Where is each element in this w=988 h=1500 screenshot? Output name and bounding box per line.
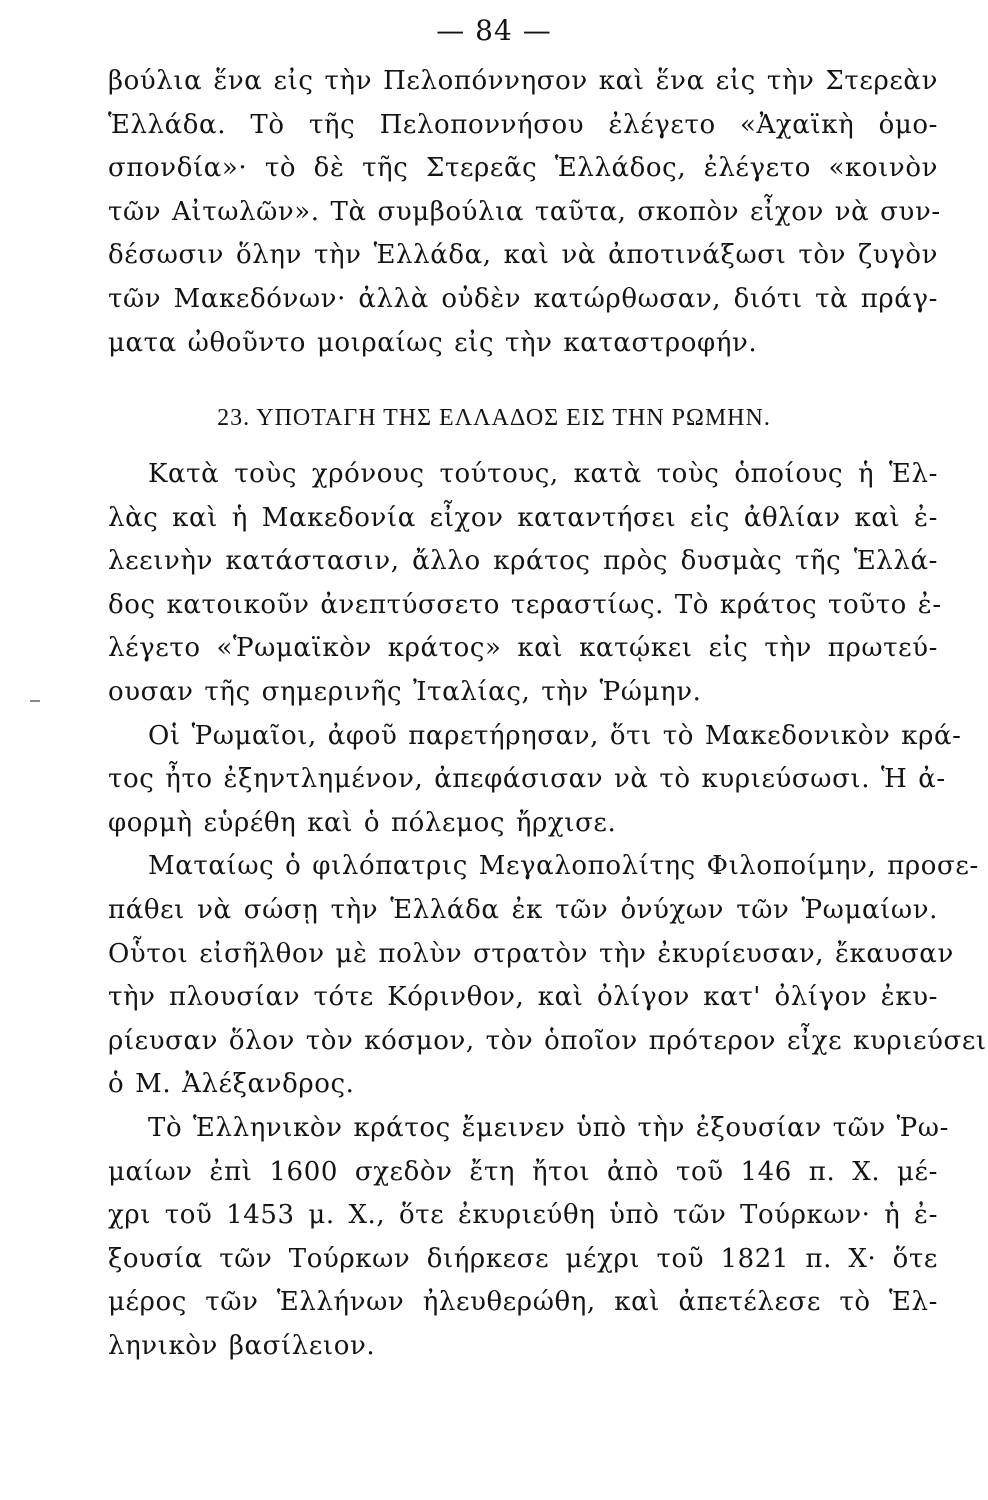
text-line: φορμὴ εὑρέθη καὶ ὁ πόλεμος ἤρχισε. [108,807,617,838]
text-line: τὴν πλουσίαν τότε Κόρινθον, καὶ ὀλίγον κατ' ὀλίγον ἐκυ- [108,982,938,1013]
text-line: λεεινὴν κατάστασιν, ἄλλο κράτος πρὸς δυσμὰς τῆς Ἑλλά- [108,546,938,577]
text-line: Ματαίως ὁ φιλόπατρις Μεγαλοπολίτης Φιλοποίμην, προσε- [148,851,979,882]
margin-mark [30,700,40,702]
text-line: Οὗτοι εἰσῆλθον μὲ πολὺν στρατὸν τὴν ἐκυρίευσαν, ἔκαυσαν [108,938,954,969]
text-line: Τὸ Ἑλληνικὸν κράτος ἔμεινεν ὑπὸ τὴν ἐξουσίαν τῶν Ῥω- [148,1112,949,1143]
page-number: — 84 — [436,14,552,47]
text-line: τῶν Μακεδόνων· ἀλλὰ οὐδὲν κατώρθωσαν, διότι τὰ πράγ- [108,283,938,314]
text-line: ρίευσαν ὅλον τὸν κόσμον, τὸν ὁποῖον πρότερον εἶχε κυριεύσει [108,1025,987,1056]
text-line: δέσωσιν ὅλην τὴν Ἑλλάδα, καὶ νὰ ἀποτινάξωσι τὸν ζυγὸν [108,240,938,271]
text-line: Κατὰ τοὺς χρόνους τούτους, κατὰ τοὺς ὁποίους ἡ Ἑλ- [148,459,938,489]
text-line: τος ἦτο ἐξηντλημένον, ἀπεφάσισαν νὰ τὸ κυριεύσωσι. Ἡ ἀ- [108,764,946,795]
text-line: λέγετο «Ῥωμαϊκὸν κράτος» καὶ κατῴκει εἰς τὴν πρωτεύ- [108,633,938,664]
section-body [108,453,987,1368]
text-line: ματα ὠθοῦντο μοιραίως εἰς τὴν καταστροφήν. [108,327,758,358]
text-line: λὰς καὶ ἡ Μακεδονία εἶχον καταντήσει εἰς ἀθλίαν καὶ ἐ- [108,502,938,533]
text-line: βούλια ἕνα εἰς τὴν Πελοπόννησον καὶ ἕνα εἰς τὴν Στερεὰν [108,66,938,96]
text-line: ουσαν τῆς σημερινῆς Ἰταλίας, τὴν Ῥώμην. [108,676,702,707]
text-line: μέρος τῶν Ἑλλήνων ἠλευθερώθη, καὶ ἀπετέλεσε τὸ Ἑλ- [108,1287,938,1318]
text-line: δος κατοικοῦν ἀνεπτύσσετο τεραστίως. Τὸ κράτος τοῦτο ἐ- [108,589,942,620]
text-line: μαίων ἐπὶ 1600 σχεδὸν ἔτη ἤτοι ἀπὸ τοῦ 146 π. Χ. μέ- [108,1156,938,1187]
text-line: ληνικὸν βασίλειον. [108,1330,376,1361]
text-line: ὁ Μ. Ἀλέξανδρος. [108,1069,355,1100]
text-line: χρι τοῦ 1453 μ. Χ., ὅτε ἐκυριεύθη ὑπὸ τῶν Τούρκων· ἡ ἐ- [108,1200,938,1231]
text-line: ξουσία τῶν Τούρκων διήρκεσε μέχρι τοῦ 1821 π. Χ· ὅτε [108,1243,938,1274]
text-line: Οἱ Ῥωμαῖοι, ἀφοῦ παρετήρησαν, ὅτι τὸ Μακεδονικὸν κρά- [148,720,962,751]
section-heading: 23. ΥΠΟΤΑΓΗ ΤΗΣ ΕΛΛΑΔΟΣ ΕΙΣ ΤΗΝ ΡΩΜΗΝ. [217,405,771,431]
text-line: σπονδία»· τὸ δὲ τῆς Στερεᾶς Ἑλλάδος, ἐλέγετο «κοινὸν [108,153,938,184]
text-line: Ἑλλάδα. Τὸ τῆς Πελοποννήσου ἐλέγετο «Ἀχαϊκὴ ὁμο- [108,109,938,140]
text-line: πάθει νὰ σώσῃ τὴν Ἑλλάδα ἐκ τῶν ὀνύχων τῶν Ῥωμαίων. [108,894,938,925]
intro-paragraph [108,60,941,365]
text-line: τῶν Αἰτωλῶν». Τὰ συμβούλια ταῦτα, σκοπὸν εἶχον νὰ συν- [108,196,941,227]
